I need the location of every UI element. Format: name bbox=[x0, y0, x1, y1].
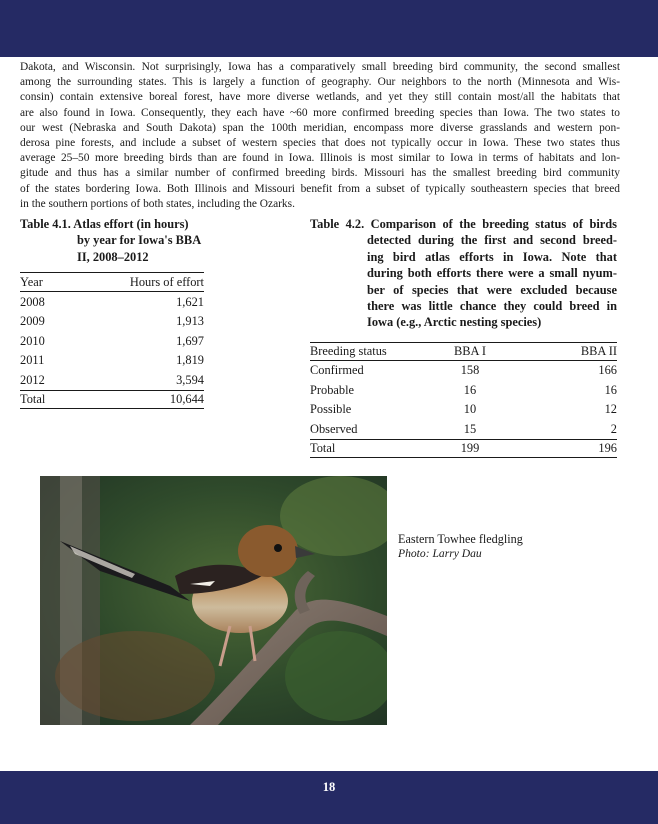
table-bottom-rule bbox=[310, 457, 617, 458]
table-cell-status: Observed bbox=[310, 422, 358, 436]
caption-line: by year for Iowa's BBA bbox=[77, 233, 202, 248]
body-line: consin) contain extensive boreal forest, have more diverse wetlands, and yet they still contain most/all the habitats that bbox=[20, 91, 620, 104]
caption-line: during both efforts there were a small nyum- bbox=[367, 266, 617, 281]
caption-line: II, 2008–2012 bbox=[77, 249, 149, 264]
caption-title: Eastern Towhee fledgling bbox=[398, 532, 523, 546]
body-line: Dakota, and Wisconsin. Not surprisingly, Iowa has a comparatively small breeding bird community, the second smallest bbox=[20, 61, 620, 73]
body-line: average 25–50 more breeding birds than are found in Iowa. Illinois is most similar to Iowa in terms of habitats and lon- bbox=[20, 152, 620, 165]
table-4-1-caption bbox=[20, 216, 201, 265]
table-cell-year: 2008 bbox=[20, 295, 45, 309]
body-paragraph bbox=[20, 60, 620, 212]
table-header-rule bbox=[20, 291, 204, 292]
table-cell-hours: 1,913 bbox=[176, 314, 204, 328]
caption-line: Iowa (e.g., Arctic nesting species) bbox=[367, 315, 542, 330]
table-total-bba2: 196 bbox=[598, 441, 617, 455]
table-cell-hours: 1,697 bbox=[176, 334, 204, 348]
header-band bbox=[0, 0, 658, 57]
table-4-2-caption bbox=[310, 216, 617, 331]
table-total-label: Total bbox=[20, 392, 46, 406]
caption-credit: Photo: Larry Dau bbox=[398, 546, 482, 560]
caption-line: Table 4.1. Atlas effort (in hours) bbox=[20, 217, 189, 231]
table-total-bba1: 199 bbox=[460, 441, 480, 455]
bird-photo bbox=[40, 476, 387, 725]
body-line: in the southern portions of both states, including the Ozarks. bbox=[20, 197, 295, 210]
table-cell-status: Probable bbox=[310, 383, 355, 397]
body-line: are also found in Iowa. Consequently, they each have ~60 more confirmed breeding species than Iowa. The two states to bbox=[20, 106, 620, 119]
table-top-rule bbox=[310, 342, 617, 343]
table-total-value: 10,644 bbox=[169, 392, 204, 406]
body-line: our west (Nebraska and South Dakota) span the 100th meridian, encompass more diverse grasslands and western pon- bbox=[20, 121, 620, 134]
table-cell-bba1: 15 bbox=[463, 422, 477, 436]
column-header-bba1: BBA I bbox=[453, 344, 487, 358]
table-cell-bba1: 158 bbox=[460, 363, 480, 377]
table-cell-status: Possible bbox=[310, 402, 352, 416]
table-top-rule bbox=[20, 272, 204, 273]
caption-line: there was little chance they could breed in bbox=[367, 299, 617, 314]
caption-line: Table 4.2. Comparison of the breeding status of birds bbox=[310, 217, 617, 231]
table-total-rule bbox=[310, 439, 617, 440]
column-header-status: Breeding status bbox=[310, 344, 387, 358]
table-cell-year: 2010 bbox=[20, 334, 45, 348]
table-total-label: Total bbox=[310, 441, 336, 455]
table-cell-bba1: 16 bbox=[463, 383, 477, 397]
table-cell-bba1: 10 bbox=[463, 402, 477, 416]
table-total-rule bbox=[20, 390, 204, 391]
table-cell-year: 2009 bbox=[20, 314, 45, 328]
caption-line: ber of species that were excluded because bbox=[367, 282, 617, 297]
photo-caption bbox=[398, 532, 523, 561]
table-cell-hours: 1,621 bbox=[176, 295, 204, 309]
footer-band bbox=[0, 771, 658, 824]
column-header-bba2: BBA II bbox=[580, 344, 617, 358]
caption-line: ing bird atlas efforts in Iowa. Note that bbox=[367, 249, 617, 264]
body-line: of the states bordering Iowa. Both Illinois and Missouri benefit from a subset of typically southeastern species that breed bbox=[20, 182, 620, 195]
body-line: derosa pine forests, and include a subset of western species that does not typically occur in Iowa. These two states thus bbox=[20, 137, 620, 150]
column-header-hours: Hours of effort bbox=[129, 275, 204, 289]
table-cell-hours: 3,594 bbox=[176, 373, 204, 387]
body-line: gitude and thus has a similar number of confirmed breeding birds. Missouri has the smallest breeding bird community bbox=[20, 167, 620, 180]
table-cell-bba2: 166 bbox=[598, 363, 617, 377]
table-cell-bba2: 12 bbox=[604, 402, 617, 416]
table-bottom-rule bbox=[20, 408, 204, 409]
table-cell-hours: 1,819 bbox=[176, 353, 204, 367]
table-header-rule bbox=[310, 360, 617, 361]
column-header-year: Year bbox=[20, 275, 43, 289]
table-cell-year: 2011 bbox=[20, 353, 45, 367]
table-cell-bba2: 2 bbox=[610, 422, 617, 436]
table-cell-year: 2012 bbox=[20, 373, 45, 387]
table-cell-status: Confirmed bbox=[310, 363, 364, 377]
body-line: among the surrounding states. This is largely a function of geography. Our neighbors to the north (Minnesota and Wis- bbox=[20, 76, 620, 89]
table-cell-bba2: 16 bbox=[604, 383, 617, 397]
page-number: 18 bbox=[322, 780, 336, 794]
caption-line: detected during the first and second breed- bbox=[367, 233, 617, 248]
